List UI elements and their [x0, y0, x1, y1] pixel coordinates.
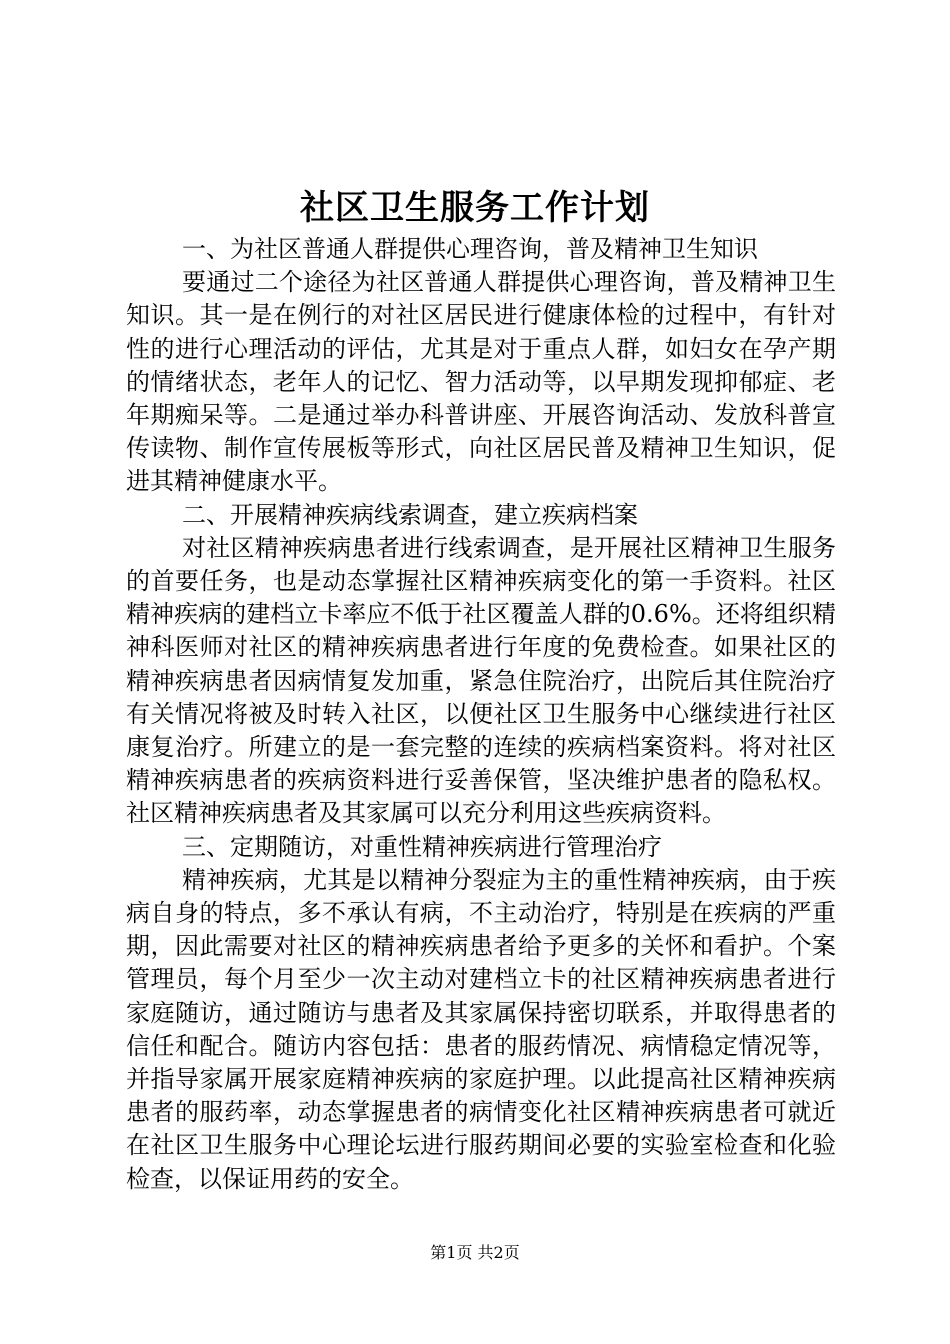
- section-2-heading: 二、开展精神疾病线索调查，建立疾病档案: [182, 500, 638, 529]
- section-2-paragraph: 对社区精神疾病患者进行线索调查，是开展社区精神卫生服务的首要任务，也是动态掌握社区精神疾病变化的第一手资料。社区精神疾病的建档立卡率应不低于社区覆盖人群的0.6%。还将组织精神科医师对社区的精神疾病患者进行年度的免费检查。如果社区的精神疾病患者因病情复发加重，紧急住院治疗，出院后其住院治疗有关情况将被及时转入社区，以便社区卫生服务中心继续进行社区康复治疗。所建立的是一套完整的连续的疾病档案资料。将对社区精神疾病患者的疾病资料进行妥善保管，坚决维护患者的隐私权。社区精神疾病患者及其家属可以充分利用这些疾病资料。: [126, 533, 836, 828]
- section-3-heading: 三、定期随访，对重性精神疾病进行管理治疗: [182, 832, 662, 861]
- section-1-heading: 一、为社区普通人群提供心理咨询，普及精神卫生知识: [182, 235, 758, 263]
- section-3-paragraph: 精神疾病，尤其是以精神分裂症为主的重性精神疾病，由于疾病自身的特点，多不承认有病，不主动治疗，特别是在疾病的严重期，因此需要对社区的精神疾病患者给予更多的关怀和看护。个案管理员，每个月至少一次主动对建档立卡的社区精神疾病患者进行家庭随访，通过随访与患者及其家属保持密切联系，并取得患者的信任和配合。随访内容包括：患者的服药情况、病情稳定情况等，并指导家属开展家庭精神疾病的家庭护理。以此提高社区精神疾病患者的服药率，动态掌握患者的病情变化社区精神疾病患者可就近在社区卫生服务中心理论坛进行服药期间必要的实验室检查和化验检查，以保证用药的安全。: [126, 865, 836, 1193]
- page-number-footer: 第1页 共2页: [430, 1243, 520, 1262]
- section-1-paragraph: 要通过二个途径为社区普通人群提供心理咨询，普及精神卫生知识。其一是在例行的对社区居民进行健康体检的过程中，有针对性的进行心理活动的评估，尤其是对于重点人群，如妇女在孕产期的情绪状态，老年人的记忆、智力活动等，以早期发现抑郁症、老年期痴呆等。二是通过举办科普讲座、开展咨询活动、发放科普宣传读物、制作宣传展板等形式，向社区居民普及精神卫生知识，促进其精神健康水平。: [126, 268, 836, 496]
- document-body: [126, 233, 836, 1196]
- document-title: 社区卫生服务工作计划: [300, 188, 650, 228]
